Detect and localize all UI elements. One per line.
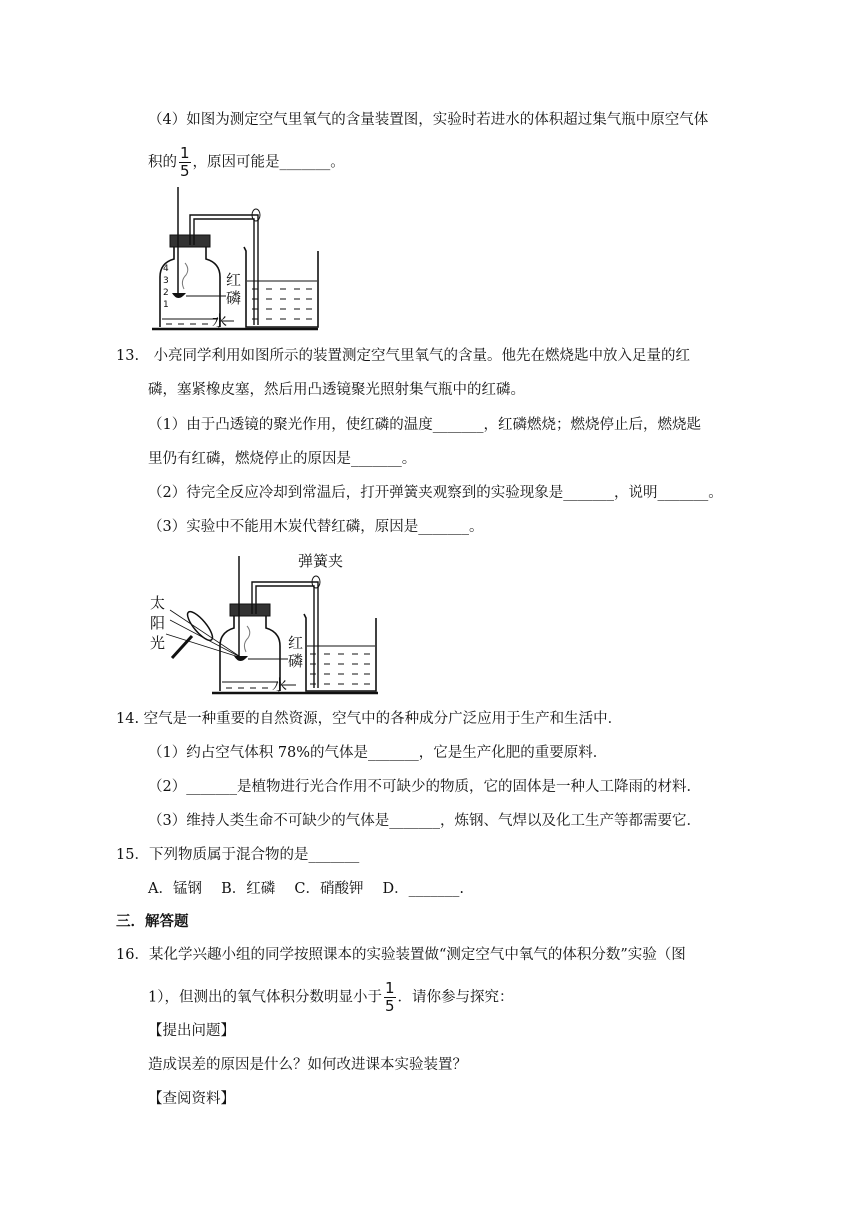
q15-options: A．锰钢 B．红磷 C．硝酸钾 D．_______.: [148, 881, 465, 897]
scale-mark-2: 2: [163, 288, 169, 298]
label-red-1-fig2: 红: [288, 634, 304, 652]
q16-raise-question: 【提出问题】: [148, 1023, 235, 1039]
q16-line2: 1），但测出的氧气体积分数明显小于 $\frac{1}{5}$ ．请你参与探究：: [148, 979, 514, 1015]
q15-line1: 15．下列物质属于混合物的是_______: [116, 847, 360, 863]
q13-sub1-line1: （1）由于凸透镜的聚光作用，使红磷的温度_______，红磷燃烧；燃烧停止后，燃烧匙: [148, 417, 701, 433]
q14-line1: 14. 空气是一种重要的自然资源，空气中的各种成分广泛应用于生产和生活中．: [116, 711, 623, 727]
label-red-1: 红: [226, 271, 242, 289]
q13-sub1-line2: 里仍有红磷，燃烧停止的原因是_______。: [148, 451, 417, 467]
q12-4-line1: （4）如图为测定空气里氧气的含量装置图，实验时若进水的体积超过集气瓶中原空气体: [148, 112, 709, 128]
q13-sub3: （3）实验中不能用木炭代替红磷，原因是_______。: [148, 519, 484, 535]
q13-line1: 13. 小亮同学利用如图所示的装置测定空气里氧气的含量。他先在燃烧匙中放入足量的红: [116, 348, 691, 364]
q13-sub2: （2）待完全反应冷却到常温后，打开弹簧夹观察到的实验现象是_______，说明_______。: [148, 485, 723, 501]
oxygen-apparatus-figure-2: [148, 548, 380, 696]
fraction-one-fifth-q16: $\frac{1}{5}$: [384, 979, 395, 1015]
section-heading: 三．解答题: [116, 914, 189, 930]
q16-line1: 16．某化学兴趣小组的同学按照课本的实验装置做“测定空气中氧气的体积分数”实验（图: [116, 947, 686, 963]
label-water: 水: [212, 312, 228, 330]
label-red-2: 磷: [226, 289, 242, 307]
q14-sub2: （2）_______是植物进行光合作用不可缺少的物质，它的固体是一种人工降雨的材料．: [148, 779, 701, 795]
label-sun-3: 光: [150, 634, 166, 652]
scale-mark-1: 1: [163, 300, 169, 310]
label-sun-1: 太: [150, 594, 166, 612]
q16-question-text: 造成误差的原因是什么？如何改进课本实验装置？: [148, 1057, 467, 1073]
q14-sub3: （3）维持人类生命不可缺少的气体是_______，炼钢、气焊以及化工生产等都需要它．: [148, 813, 701, 829]
scale-mark-4: 4: [163, 264, 169, 274]
scale-mark-3: 3: [163, 276, 169, 286]
label-sun-2: 阳: [150, 614, 166, 632]
label-red-2-fig2: 磷: [288, 652, 304, 670]
q16-consult: 【查阅资料】: [148, 1091, 235, 1107]
label-spring-clip: 弹簧夹: [298, 552, 344, 570]
q14-sub1: （1）约占空气体积 78%的气体是_______，它是生产化肥的重要原料．: [148, 745, 608, 761]
label-water-fig2: 水: [272, 676, 288, 694]
fraction-one-fifth: $\frac{1}{5}$: [180, 144, 190, 180]
q13-line2: 磷，塞紧橡皮塞，然后用凸透镜聚光照射集气瓶中的红磷。: [148, 382, 525, 398]
q12-4-line2: 积的 $\frac{1}{5}$ ，原因可能是_______。: [148, 144, 345, 180]
oxygen-apparatus-figure-1: [148, 185, 328, 333]
